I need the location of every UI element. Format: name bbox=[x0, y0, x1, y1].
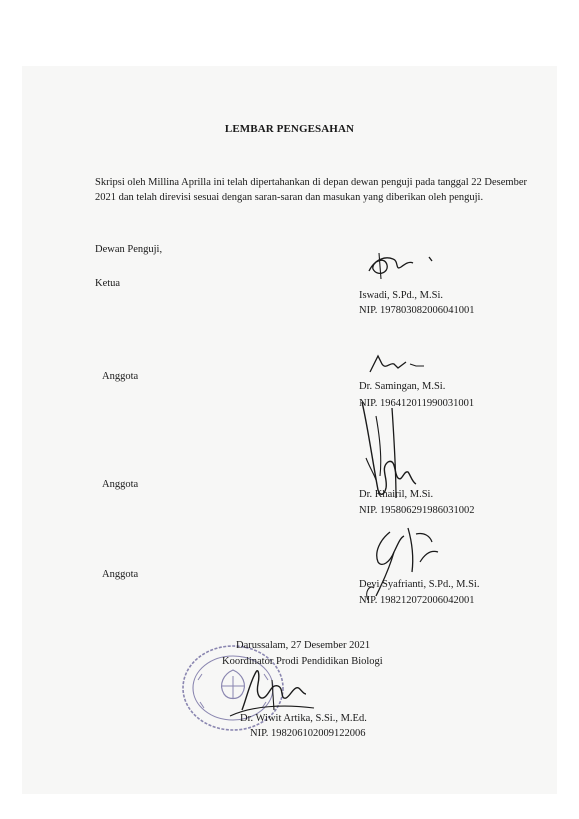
role-anggota-3: Anggota bbox=[102, 569, 139, 580]
examiner-nip-anggota-3: NIP. 198212072006042001 bbox=[359, 595, 475, 606]
coordinator-position: Koordinator Prodi Pendidikan Biologi bbox=[222, 656, 383, 667]
signature-ketua bbox=[365, 249, 445, 283]
examiner-name-anggota-2: Dr. Khairil, M.Si. bbox=[359, 489, 434, 500]
examiner-nip-anggota-2: NIP. 195806291986031002 bbox=[359, 505, 475, 516]
signature-coordinator bbox=[222, 660, 322, 720]
examiner-name-anggota-3: Devi Syafrianti, S.Pd., M.Si. bbox=[359, 579, 480, 590]
coordinator-nip: NIP. 198206102009122006 bbox=[250, 728, 366, 739]
board-label: Dewan Penguji, bbox=[95, 244, 163, 255]
role-ketua: Ketua bbox=[95, 278, 121, 289]
examiner-name-anggota-1: Dr. Samingan, M.Si. bbox=[359, 381, 446, 392]
role-anggota-2: Anggota bbox=[102, 479, 139, 490]
approval-paragraph: Skripsi oleh Millina Aprilla ini telah dipertahankan di depan dewan penguji pada tanggal 22 Desember 2021 dan telah direvisi sesuai dengan saran-saran dan masukan yang diberikan oleh penguji. bbox=[95, 177, 527, 203]
signature-anggota-1 bbox=[368, 352, 438, 376]
examiner-nip-anggota-1: NIP. 196412011990031001 bbox=[359, 398, 475, 409]
place-date: Darussalam, 27 Desember 2021 bbox=[236, 640, 371, 651]
examiner-nip-ketua: NIP. 197803082006041001 bbox=[359, 305, 475, 316]
coordinator-name: Dr. Wiwit Artika, S.Si., M.Ed. bbox=[240, 713, 367, 724]
examiner-name-ketua: Iswadi, S.Pd., M.Si. bbox=[359, 290, 444, 301]
role-anggota-1: Anggota bbox=[102, 371, 139, 382]
page-title: LEMBAR PENGESAHAN bbox=[224, 123, 355, 135]
